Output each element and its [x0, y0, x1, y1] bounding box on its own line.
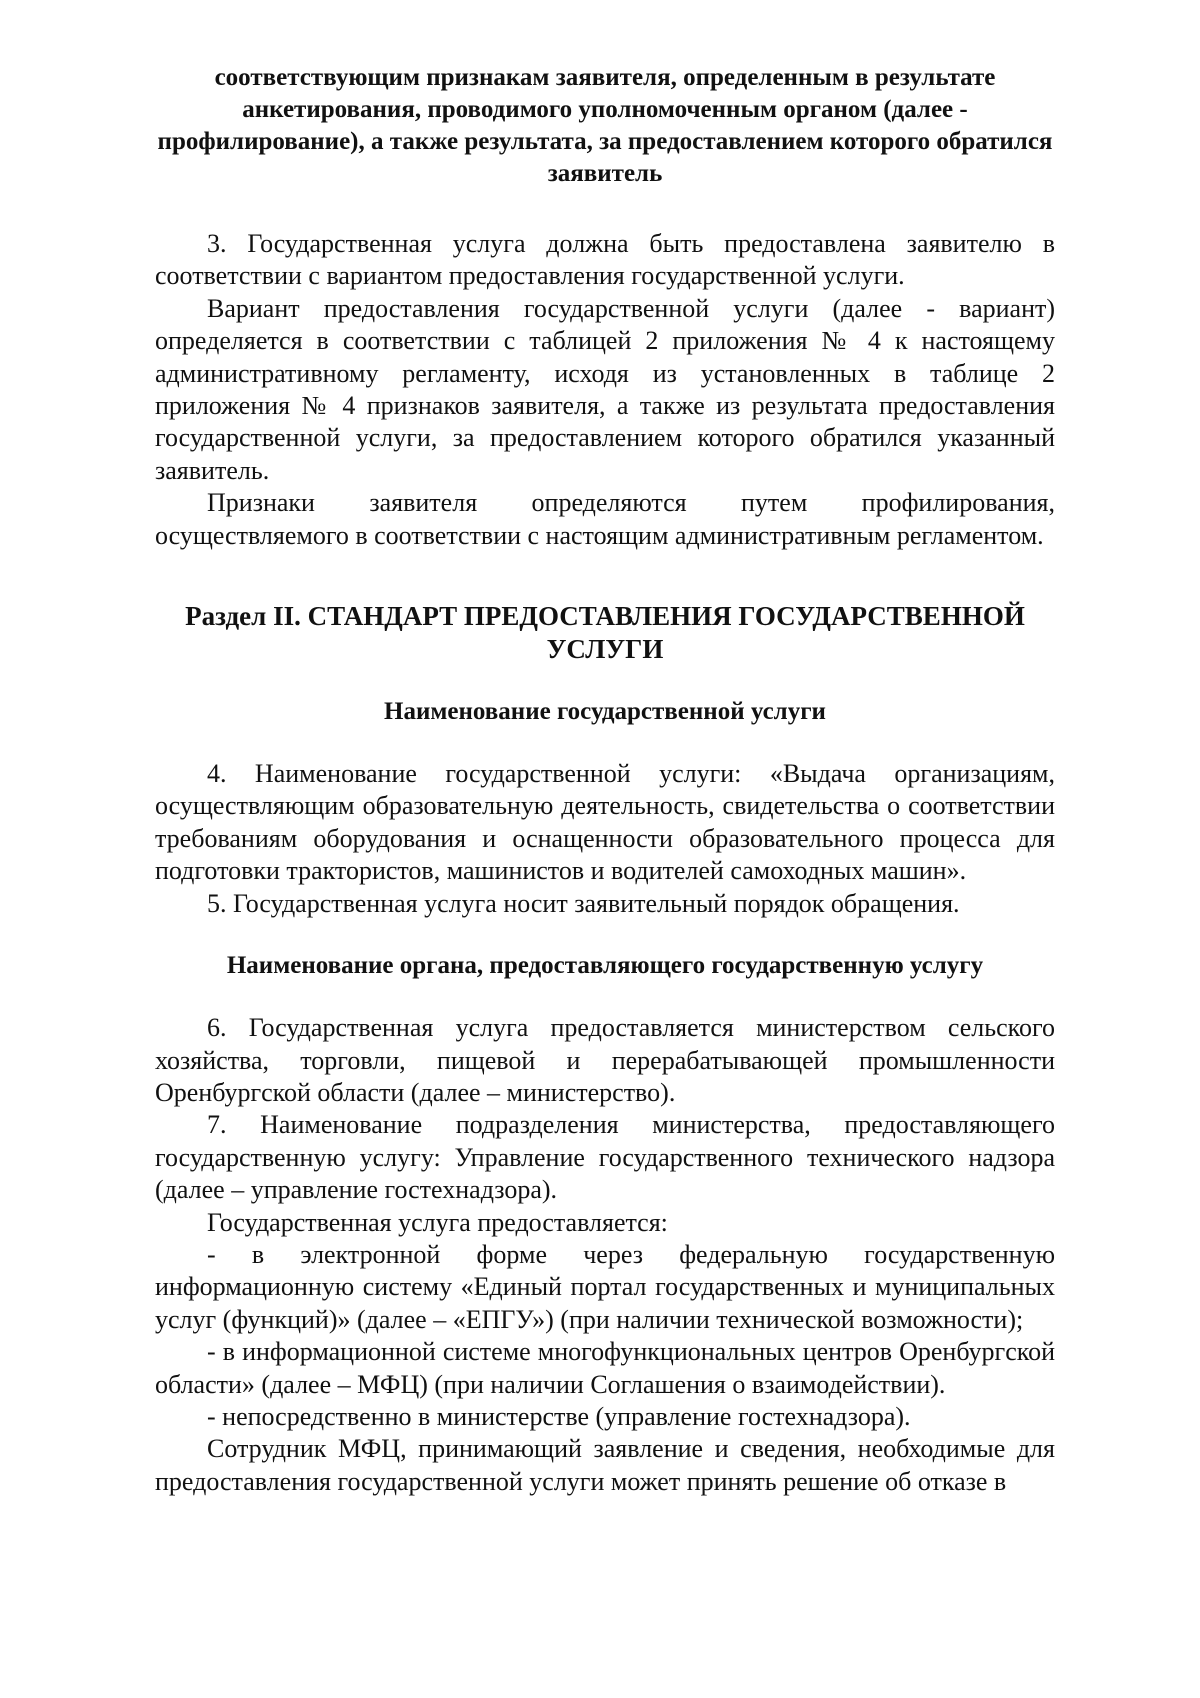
paragraph-4: 4. Наименование государственной услуги: «Выдача организациям, осуществляющим образовательную деятельность, свидетельства о соответствии требованиям оборудования и оснащенности образовательного процесса для подготовки трактористов, машинистов и водителей самоходных машин».	[155, 759, 1055, 886]
paragraph-3: 3. Государственная услуга должна быть предоставлена заявителю в соответствии с вариантом предоставления государственной услуги.	[155, 229, 1055, 291]
heading-profiling: соответствующим признакам заявителя, определенным в результате анкетирования, проводимого уполномоченным органом (далее - профилирование), а также результата, за предоставлением которого обратился заявитель	[157, 64, 1053, 187]
section-title: Раздел II. СТАНДАРТ ПРЕДОСТАВЛЕНИЯ ГОСУДАРСТВЕННОЙ УСЛУГИ	[185, 601, 1025, 665]
bullet-ministry: - непосредственно в министерстве (управление гостехнадзора).	[207, 1401, 911, 1431]
paragraph-6: 6. Государственная услуга предоставляется министерством сельского хозяйства, торговли, пищевой и перерабатывающей промышленности Оренбургской области (далее – министерство).	[155, 1013, 1055, 1107]
paragraph-3-variant: Вариант предоставления государственной услуги (далее - вариант) определяется в соответствии с таблицей 2 приложения № 4 к настоящему административному регламенту, исходя из установленных в таблице 2 приложения № 4 признаков заявителя, а также из результата предоставления государственной услуги, за предоставлением которого обратился указанный заявитель.	[155, 293, 1055, 485]
paragraph-7: 7. Наименование подразделения министерства, предоставляющего государственную услугу: Управление государственного технического надзора (далее – управление гостехнадзора).	[155, 1110, 1055, 1205]
bullet-epgu: - в электронной форме через федеральную государственную информационную систему «Единый портал государственных и муниципальных услуг (функций)» (далее – «ЕПГУ») (при наличии технической возможности);	[155, 1239, 1055, 1334]
subheading-organ-name: Наименование органа, предоставляющего государственную услугу	[226, 952, 984, 980]
subheading-service-name: Наименование государственной услуги	[384, 698, 826, 726]
paragraph-3-signs: Признаки заявителя определяются путем профилирования, осуществляемого в соответствии с настоящим административным регламентом.	[155, 488, 1055, 550]
paragraph-mfc-employee: Сотрудник МФЦ, принимающий заявление и сведения, необходимые для предоставления государственной услуги может принять решение об отказе в	[155, 1434, 1055, 1496]
document-content	[155, 62, 1055, 1498]
bullet-mfc: - в информационной системе многофункциональных центров Оренбургской области» (далее – МФЦ) (при наличии Соглашения о взаимодействии).	[155, 1337, 1055, 1399]
paragraph-7-provided: Государственная услуга предоставляется:	[207, 1207, 668, 1237]
paragraph-5: 5. Государственная услуга носит заявительный порядок обращения.	[207, 888, 960, 918]
